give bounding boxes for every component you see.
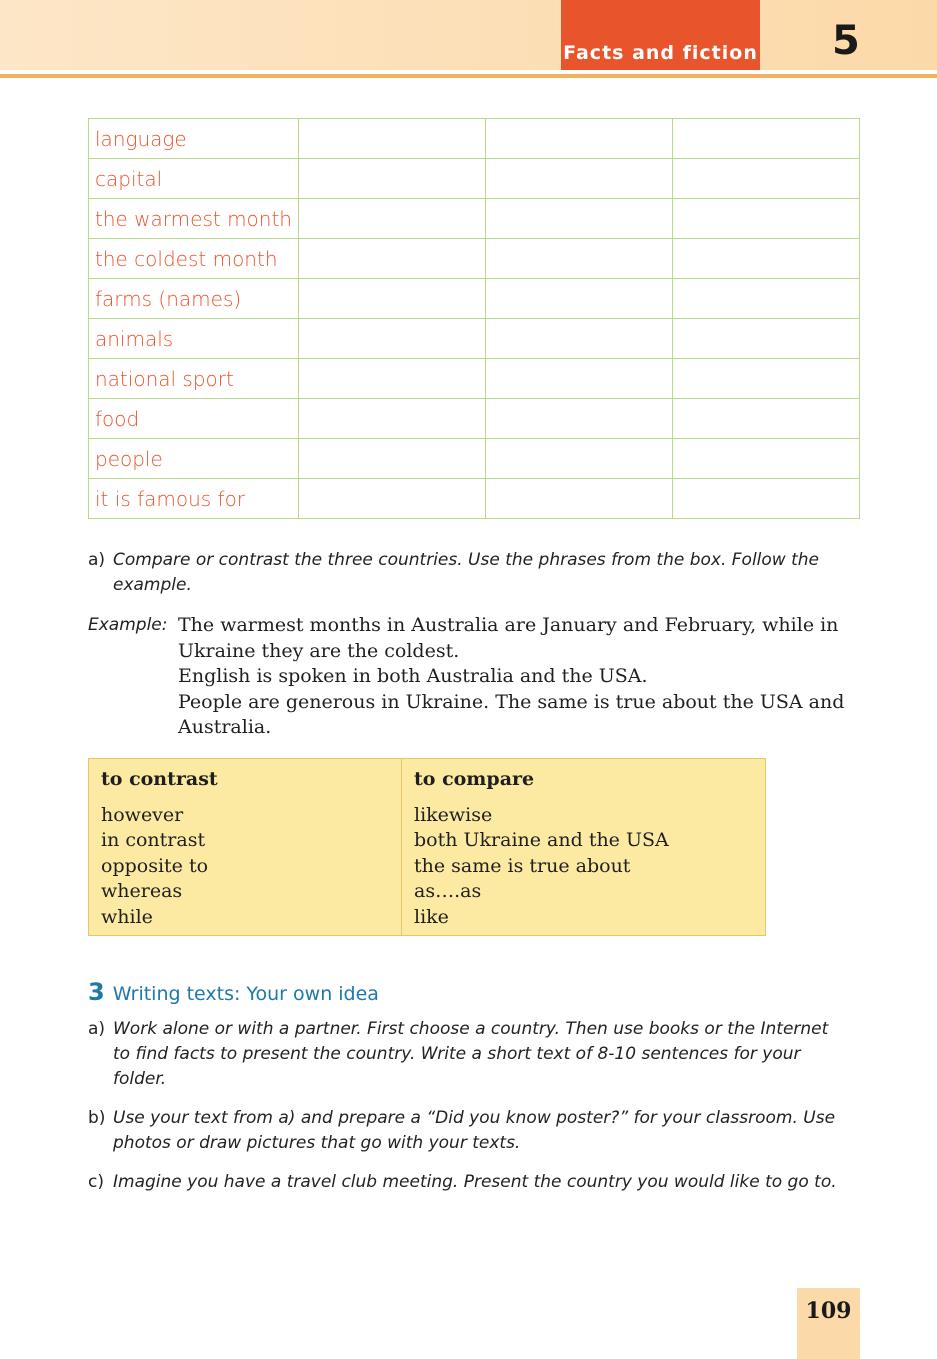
table-row <box>89 239 860 279</box>
compare-phrase: as….as <box>414 880 482 902</box>
row-label: the warmest month <box>89 199 299 239</box>
table-cell[interactable] <box>672 119 859 159</box>
section-task-c <box>88 1170 848 1195</box>
row-label: farms (names) <box>89 279 299 319</box>
table-cell[interactable] <box>672 199 859 239</box>
section-heading <box>88 978 379 1006</box>
section-task-b <box>88 1106 848 1156</box>
table-row <box>89 279 860 319</box>
compare-column <box>402 759 765 935</box>
table-row <box>89 119 860 159</box>
page-number: 109 <box>797 1288 860 1359</box>
table-cell[interactable] <box>298 159 485 199</box>
chapter-title: Facts and fiction <box>561 0 760 70</box>
task-text: Imagine you have a travel club meeting. Present the country you would like to go to. <box>113 1172 837 1192</box>
table-cell[interactable] <box>298 399 485 439</box>
table-cell[interactable] <box>672 279 859 319</box>
table-cell[interactable] <box>298 279 485 319</box>
example-line: English is spoken in both Australia and the USA. <box>178 665 648 687</box>
table-cell[interactable] <box>298 479 485 519</box>
compare-heading: to compare <box>414 768 535 790</box>
task-label: c) <box>88 1172 104 1192</box>
table-cell[interactable] <box>672 159 859 199</box>
row-label: people <box>89 439 299 479</box>
section-task-a <box>88 1017 848 1092</box>
row-label: national sport <box>89 359 299 399</box>
table-cell[interactable] <box>485 359 672 399</box>
table-cell[interactable] <box>672 479 859 519</box>
compare-phrase: both Ukraine and the USA <box>414 829 669 851</box>
table-cell[interactable] <box>485 119 672 159</box>
header-band <box>0 0 937 70</box>
contrast-phrase: in contrast <box>101 829 206 851</box>
task-label: a) <box>88 550 106 570</box>
example-line: The warmest months in Australia are January and February, while in Ukraine they are the coldest. <box>178 614 839 662</box>
example-line: People are generous in Ukraine. The same is true about the USA and Australia. <box>178 690 845 738</box>
table-row <box>89 439 860 479</box>
contrast-phrase: whereas <box>101 880 183 902</box>
table-cell[interactable] <box>298 359 485 399</box>
phrase-box <box>88 758 766 936</box>
example-label: Example: <box>88 615 168 635</box>
section-title: Writing texts: Your own idea <box>112 983 379 1005</box>
table-cell[interactable] <box>485 399 672 439</box>
contrast-phrase: however <box>101 803 184 826</box>
table-cell[interactable] <box>298 319 485 359</box>
table-cell[interactable] <box>485 479 672 519</box>
table-cell[interactable] <box>672 399 859 439</box>
table-cell[interactable] <box>485 159 672 199</box>
table-cell[interactable] <box>298 199 485 239</box>
row-label: food <box>89 399 299 439</box>
task-label: a) <box>88 1019 106 1039</box>
table-cell[interactable] <box>672 359 859 399</box>
compare-phrase: like <box>414 905 449 928</box>
table-row <box>89 159 860 199</box>
table-cell[interactable] <box>485 279 672 319</box>
table-row <box>89 359 860 399</box>
row-label: capital <box>89 159 299 199</box>
contrast-column <box>89 759 402 935</box>
table-cell[interactable] <box>485 239 672 279</box>
row-label: language <box>89 119 299 159</box>
table-cell[interactable] <box>672 439 859 479</box>
contrast-heading: to contrast <box>101 768 218 790</box>
table-cell[interactable] <box>485 439 672 479</box>
task-label: b) <box>88 1108 106 1128</box>
row-label: it is famous for <box>89 479 299 519</box>
contrast-phrase: while <box>101 905 153 928</box>
table-cell[interactable] <box>485 199 672 239</box>
table-cell[interactable] <box>298 119 485 159</box>
compare-phrase: likewise <box>414 803 493 826</box>
table-cell[interactable] <box>298 439 485 479</box>
section-number: 3 <box>88 978 105 1006</box>
table-cell[interactable] <box>672 319 859 359</box>
table-row <box>89 399 860 439</box>
task-text: Use your text from a) and prepare a “Did you know poster?” for your classroom. Use photos or draw pictures that go with your texts. <box>113 1108 836 1153</box>
chapter-number: 5 <box>832 18 860 64</box>
task-a-instruction <box>88 548 848 598</box>
row-label: animals <box>89 319 299 359</box>
table-row <box>89 479 860 519</box>
table-cell[interactable] <box>672 239 859 279</box>
contrast-phrase: opposite to <box>101 854 209 877</box>
table-row <box>89 319 860 359</box>
task-text: Compare or contrast the three countries. Use the phrases from the box. Follow the example. <box>113 550 820 595</box>
row-label: the coldest month <box>89 239 299 279</box>
facts-table <box>88 118 860 519</box>
task-text: Work alone or with a partner. First choose a country. Then use books or the Internet to find facts to present the country. Write a short text of 8-10 sentences for your folder. <box>113 1019 829 1089</box>
table-cell[interactable] <box>485 319 672 359</box>
header-rule <box>0 74 937 78</box>
table-cell[interactable] <box>298 239 485 279</box>
table-row <box>89 199 860 239</box>
compare-phrase: the same is true about <box>414 854 631 877</box>
